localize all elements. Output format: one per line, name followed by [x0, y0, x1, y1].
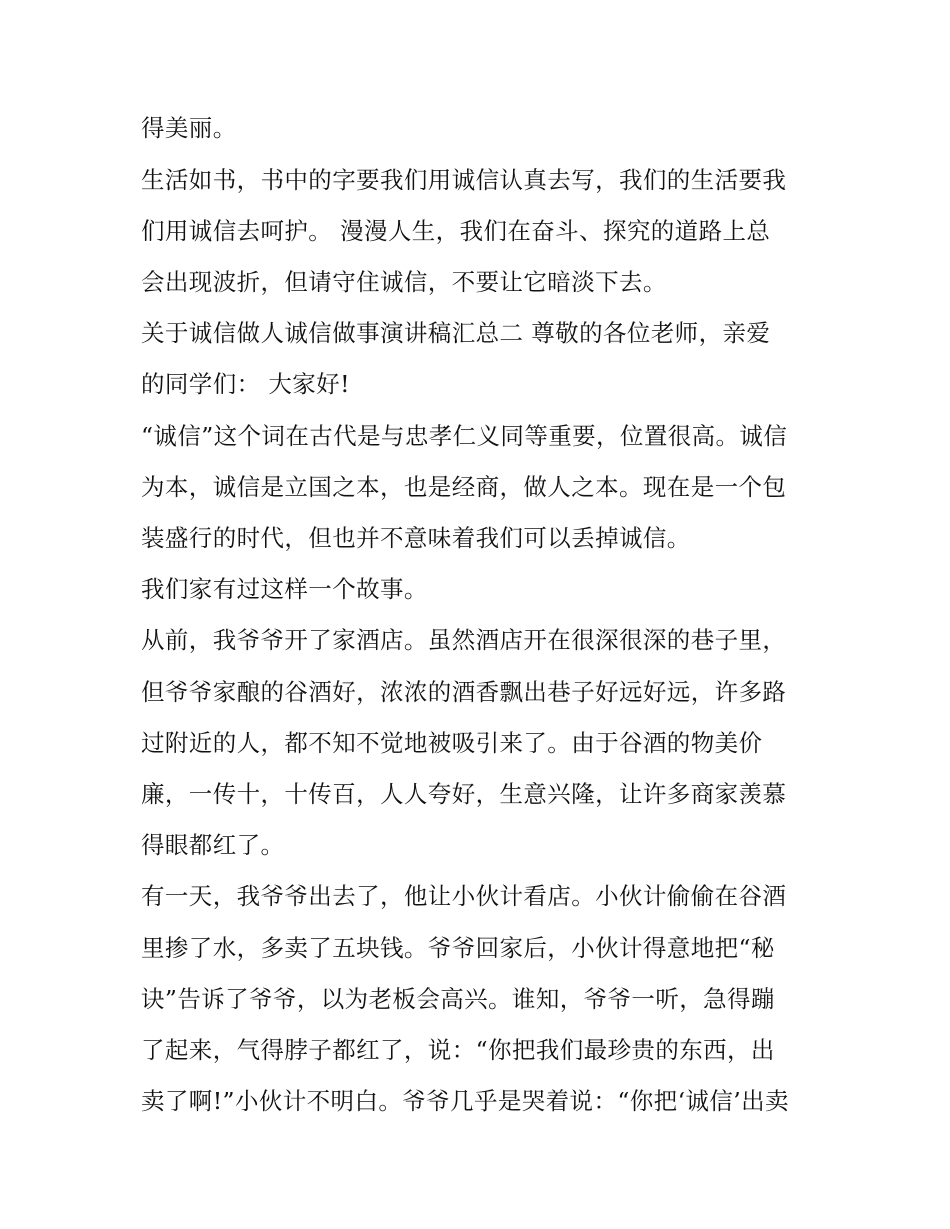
text-line: 有一天，我爷爷出去了，他让小伙计看店。小伙计偷偷在谷酒 [141, 882, 787, 910]
text-line: 但爷爷家酿的谷酒好，浓浓的酒香飘出巷子好远好远，许多路 [141, 678, 787, 706]
text-line: 了起来，气得脖子都红了，说：“你把我们最珍贵的东西，出 [141, 1036, 775, 1064]
text-line: 卖了啊!”小伙计不明白。爷爷几乎是哭着说：“你把‘诚信’出卖 [141, 1087, 789, 1115]
text-line: 装盛行的时代，但也并不意味着我们可以丢掉诚信。 [141, 524, 691, 552]
text-line: “诚信”这个词在古代是与忠孝仁义同等重要，位置很高。诚信 [141, 422, 788, 450]
text-line: 生活如书，书中的字要我们用诚信认真去写，我们的生活要我 [141, 166, 787, 194]
text-line: 得眼都红了。 [141, 831, 285, 859]
text-line: 廉，一传十，十传百，人人夸好，生意兴隆，让许多商家羡慕 [141, 780, 787, 808]
text-line: 过附近的人，都不知不觉地被吸引来了。由于谷酒的物美价 [141, 729, 763, 757]
text-line: 会出现波折，但请守住诚信，不要让它暗淡下去。 [141, 268, 667, 296]
text-line: 从前，我爷爷开了家酒店。虽然酒店开在很深很深的巷子里， [141, 626, 787, 654]
text-line: 关于诚信做人诚信做事演讲稿汇总二 尊敬的各位老师，亲爱 [141, 319, 771, 347]
text-line: 我们家有过这样一个故事。 [141, 575, 428, 603]
text-line: 们用诚信去呵护。 漫漫人生，我们在奋斗、探究的道路上总 [141, 217, 771, 245]
text-line: 为本，诚信是立国之本，也是经商，做人之本。现在是一个包 [141, 473, 787, 501]
text-line: 的同学们： 大家好! [141, 370, 350, 398]
text-line: 得美丽。 [141, 114, 237, 142]
text-line: 诀”告诉了爷爷，以为老板会高兴。谁知，爷爷一听，急得蹦 [141, 985, 775, 1013]
text-line: 里掺了水，多卖了五块钱。爷爷回家后，小伙计得意地把“秘 [141, 934, 775, 962]
